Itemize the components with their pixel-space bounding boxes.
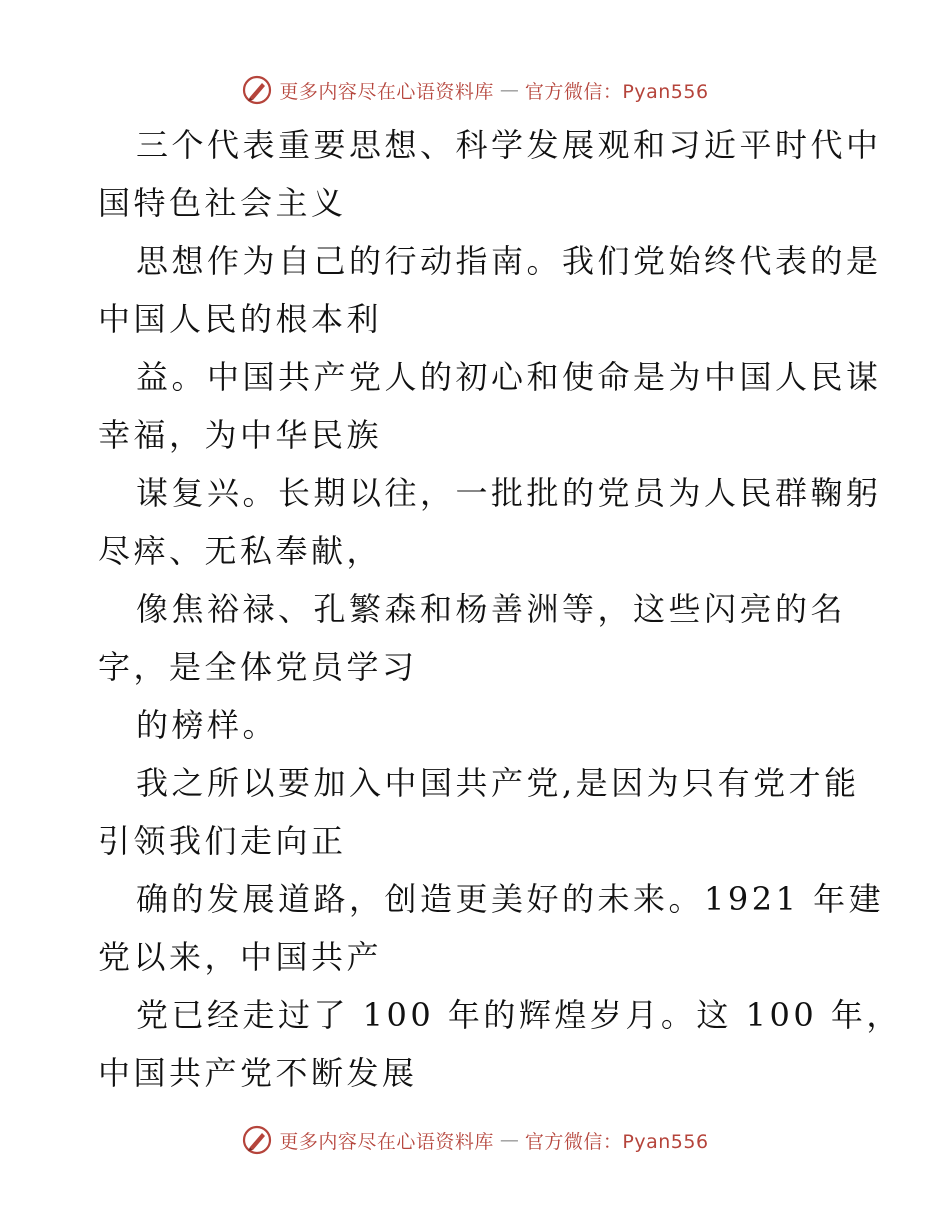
text-line: 中国人民的根本利: [98, 300, 383, 338]
pen-logo-icon: [241, 74, 273, 106]
watermark-text: 更多内容尽在心语资料库: [279, 80, 494, 103]
text-line: 像焦裕禄、孔繁森和杨善洲等，这些闪亮的名: [136, 590, 847, 628]
text-line: 益。中国共产党人的初心和使命是为中国人民谋: [136, 358, 882, 396]
watermark-separator: —: [499, 1129, 519, 1151]
text-line: 引领我们走向正: [98, 822, 347, 860]
text-line: 党以来，中国共产: [98, 938, 383, 976]
text-line: 国特色社会主义: [98, 184, 347, 222]
pen-logo-icon: [241, 1124, 273, 1156]
text-line: 中国共产党不断发展: [98, 1054, 418, 1092]
text-line: 确的发展道路，创造更美好的未来。1921 年建: [136, 880, 885, 918]
text-line: 幸福，为中华民族: [98, 416, 383, 454]
text-line: 三个代表重要思想、科学发展观和习近平时代中: [136, 126, 882, 164]
text-line: 党已经走过了 100 年的辉煌岁月。这 100 年，: [136, 996, 902, 1034]
text-line: 谋复兴。长期以往，一批批的党员为人民群鞠躬: [136, 474, 882, 512]
text-line: 我之所以要加入中国共产党,是因为只有党才能: [136, 764, 860, 802]
watermark-contact: 官方微信：Pyan556: [524, 80, 709, 103]
text-line: 字，是全体党员学习: [98, 648, 418, 686]
watermark-contact: 官方微信：Pyan556: [524, 1130, 709, 1153]
footer-watermark: [0, 1122, 950, 1158]
header-watermark: [0, 72, 950, 108]
text-line: 思想作为自己的行动指南。我们党始终代表的是: [136, 242, 882, 280]
watermark-text: 更多内容尽在心语资料库: [279, 1130, 494, 1153]
document-body: [98, 116, 902, 1102]
watermark-separator: —: [499, 79, 519, 101]
text-line: 的榜样。: [136, 706, 279, 744]
text-line: 尽瘁、无私奉献，: [98, 532, 383, 570]
